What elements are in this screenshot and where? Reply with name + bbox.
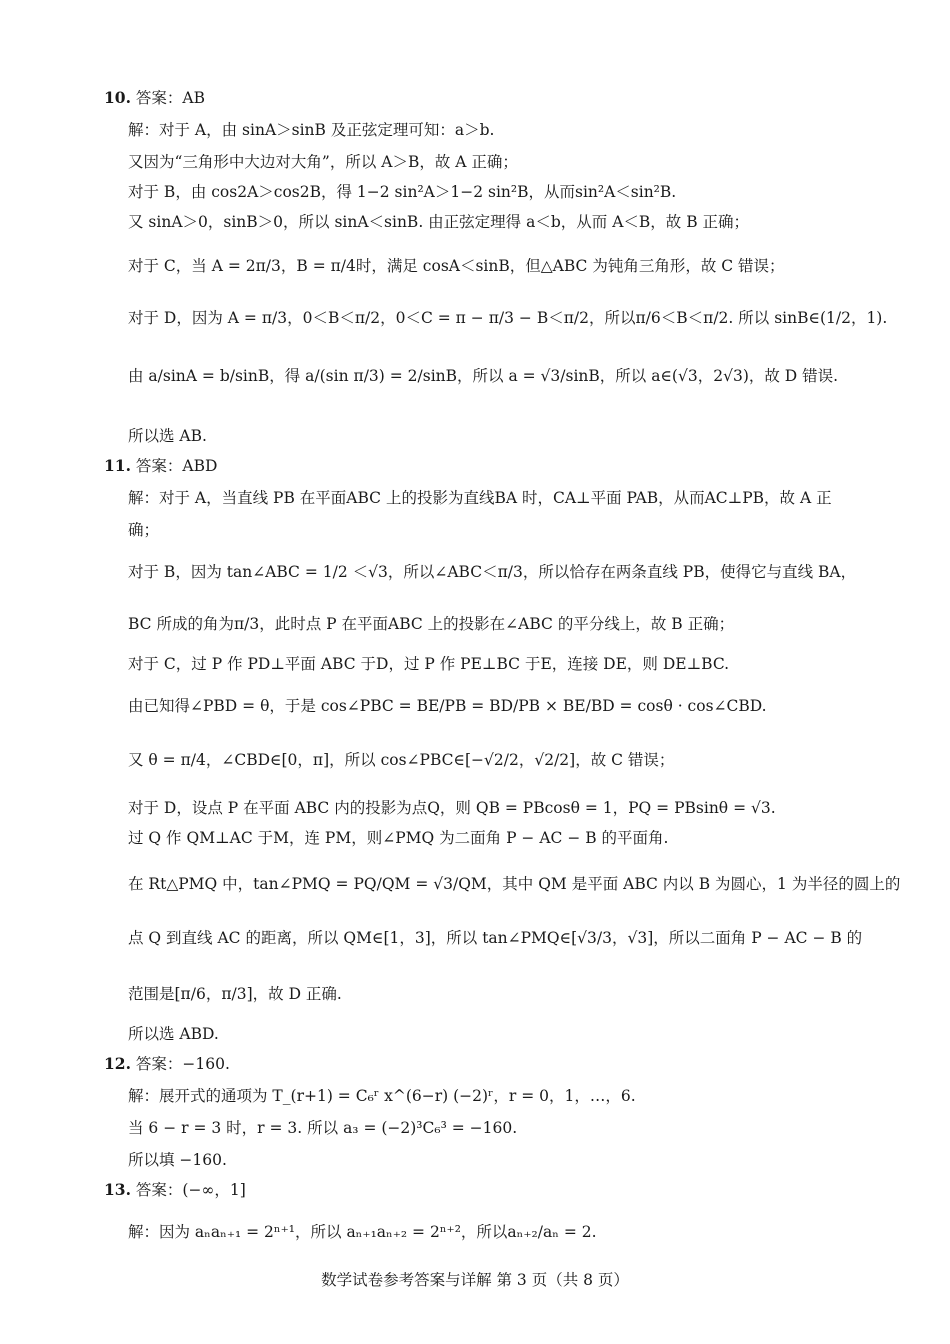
solution-line: 解：对于 A，由 sinA＞sinB 及正弦定理可知：a＞b.	[128, 121, 495, 139]
question-number: 11.	[104, 456, 131, 475]
answer: 答案：−160.	[135, 1055, 230, 1073]
solution-line: 确；	[128, 521, 160, 539]
solution-line: 由 a/sinA = b/sinB，得 a/(sin π/3) = 2/sinB，所以 a = √3/sinB，所以 a∈(√3，2√3)，故 D 错误.	[128, 367, 839, 385]
solution-line: 解：对于 A，当直线 PB 在平面ABC 上的投影为直线BA 时，CA⊥平面 PAB，从而AC⊥PB，故 A 正	[128, 489, 832, 507]
solution-line: 过 Q 作 QM⊥AC 于M，连 PM，则∠PMQ 为二面角 P − AC − B 的平面角.	[128, 829, 669, 847]
solution-line: 对于 B，由 cos2A＞cos2B，得 1−2 sin²A＞1−2 sin²B，从而sin²A＜sin²B.	[128, 183, 677, 201]
solution-line: 范围是[π/6，π/3]，故 D 正确.	[128, 985, 342, 1003]
solution-line: 点 Q 到直线 AC 的距离，所以 QM∈[1，3]，所以 tan∠PMQ∈[√3/3，√3]，所以二面角 P − AC − B 的	[128, 929, 863, 947]
answer: 答案：ABD	[135, 457, 218, 475]
solution-line: 在 Rt△PMQ 中，tan∠PMQ = PQ/QM = √3/QM，其中 QM 是平面 ABC 内以 B 为圆心，1 为半径的圆上的	[128, 875, 901, 893]
solution-line: 对于 D，因为 A = π/3，0＜B＜π/2，0＜C = π − π/3 − B＜π/2，所以π/6＜B＜π/2. 所以 sinB∈(1/2，1).	[128, 309, 888, 327]
question-number: 12.	[104, 1054, 131, 1073]
answer: 答案：AB	[135, 89, 205, 107]
solution-line: 由已知得∠PBD = θ，于是 cos∠PBC = BE/PB = BD/PB × BE/BD = cosθ · cos∠CBD.	[128, 697, 767, 715]
solution-line: 又 θ = π/4，∠CBD∈[0，π]，所以 cos∠PBC∈[−√2/2，√2/2]，故 C 错误；	[128, 751, 675, 769]
answer: 答案：(−∞，1]	[135, 1181, 246, 1199]
solution-line: 对于 C，当 A = 2π/3，B = π/4时，满足 cosA＜sinB，但△ABC 为钝角三角形，故 C 错误；	[128, 257, 785, 275]
question-11-header	[104, 456, 217, 476]
solution-line: 又 sinA＞0，sinB＞0，所以 sinA＜sinB. 由正弦定理得 a＜b，从而 A＜B，故 B 正确；	[128, 213, 750, 231]
solution-line: 解：展开式的通项为 T_(r+1) = C₆ʳ x^(6−r) (−2)ʳ，r = 0，1，…，6.	[128, 1087, 636, 1105]
solution-line: 对于 B，因为 tan∠ABC = 1/2 ＜√3，所以∠ABC＜π/3，所以恰存在两条直线 PB，使得它与直线 BA，	[128, 563, 857, 581]
question-13-header	[104, 1180, 246, 1200]
solution-line: BC 所成的角为π/3，此时点 P 在平面ABC 上的投影在∠ABC 的平分线上，故 B 正确；	[128, 615, 735, 633]
solution-line: 所以填 −160.	[128, 1151, 227, 1169]
question-number: 10.	[104, 88, 131, 107]
solution-line: 所以选 ABD.	[128, 1025, 219, 1043]
page-footer: 数学试卷参考答案与详解 第 3 页（共 8 页）	[321, 1271, 629, 1289]
question-12-header	[104, 1054, 230, 1074]
solution-line: 对于 D，设点 P 在平面 ABC 内的投影为点Q，则 QB = PBcosθ = 1，PQ = PBsinθ = √3.	[128, 799, 776, 817]
solution-line: 解：因为 aₙaₙ₊₁ = 2ⁿ⁺¹，所以 aₙ₊₁aₙ₊₂ = 2ⁿ⁺²，所以aₙ₊₂/aₙ = 2.	[128, 1223, 597, 1241]
solution-line: 所以选 AB.	[128, 427, 207, 445]
question-10-header	[104, 88, 205, 108]
question-number: 13.	[104, 1180, 131, 1199]
solution-line: 对于 C，过 P 作 PD⊥平面 ABC 于D，过 P 作 PE⊥BC 于E，连接 DE，则 DE⊥BC.	[128, 655, 730, 673]
solution-line: 又因为“三角形中大边对大角”，所以 A＞B，故 A 正确；	[128, 153, 518, 171]
solution-line: 当 6 − r = 3 时，r = 3. 所以 a₃ = (−2)³C₆³ = −160.	[128, 1119, 518, 1137]
